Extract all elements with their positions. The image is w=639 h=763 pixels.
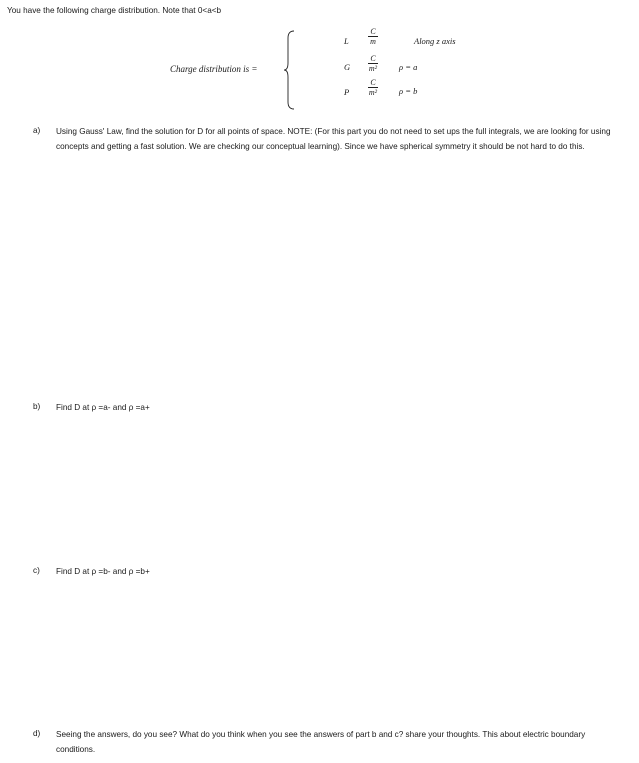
question-d-text: Seeing the answers, do you see? What do you think when you see the answers of part b and c? share your thoughts. This about electric boundary conditions. (56, 730, 586, 754)
condition-row3: ρ = b (399, 86, 418, 96)
unit-denominator: m (370, 37, 376, 46)
unit-fraction-row2 (366, 54, 380, 73)
symbol-P: P (344, 87, 350, 97)
condition-row2: ρ = a (399, 62, 418, 72)
question-a-label: a) (33, 126, 41, 135)
equation-label: Charge distribution is = (170, 64, 258, 74)
condition-row1: Along z axis (414, 36, 456, 46)
unit-numerator: C (370, 27, 376, 36)
unit-numerator: C (370, 78, 376, 87)
unit-numerator: C (370, 54, 376, 63)
question-c-label: c) (33, 566, 40, 575)
question-a-text: Using Gauss' Law, find the solution for D for all points of space. NOTE: (For this part you do not need to set ups the full integrals, we are looking for using concepts and getting a fast solution. We are checking our conceptual learning). Since we have spherical symmetry it should be not hard to do this. (56, 127, 611, 151)
symbol-L: L (344, 36, 349, 46)
symbol-G: G (344, 62, 351, 72)
unit-fraction-row1 (366, 27, 380, 46)
question-d-label: d) (33, 729, 41, 738)
unit-denominator: m² (368, 88, 378, 97)
unit-denominator: m² (368, 64, 378, 73)
intro-text: You have the following charge distribution. Note that 0<a<b (7, 6, 222, 15)
question-b-label: b) (33, 402, 41, 411)
unit-fraction-row3 (366, 78, 380, 97)
left-brace (283, 30, 297, 110)
question-c-text: Find D at ρ =b- and ρ =b+ (56, 567, 150, 576)
question-b-text: Find D at ρ =a- and ρ =a+ (56, 403, 150, 412)
